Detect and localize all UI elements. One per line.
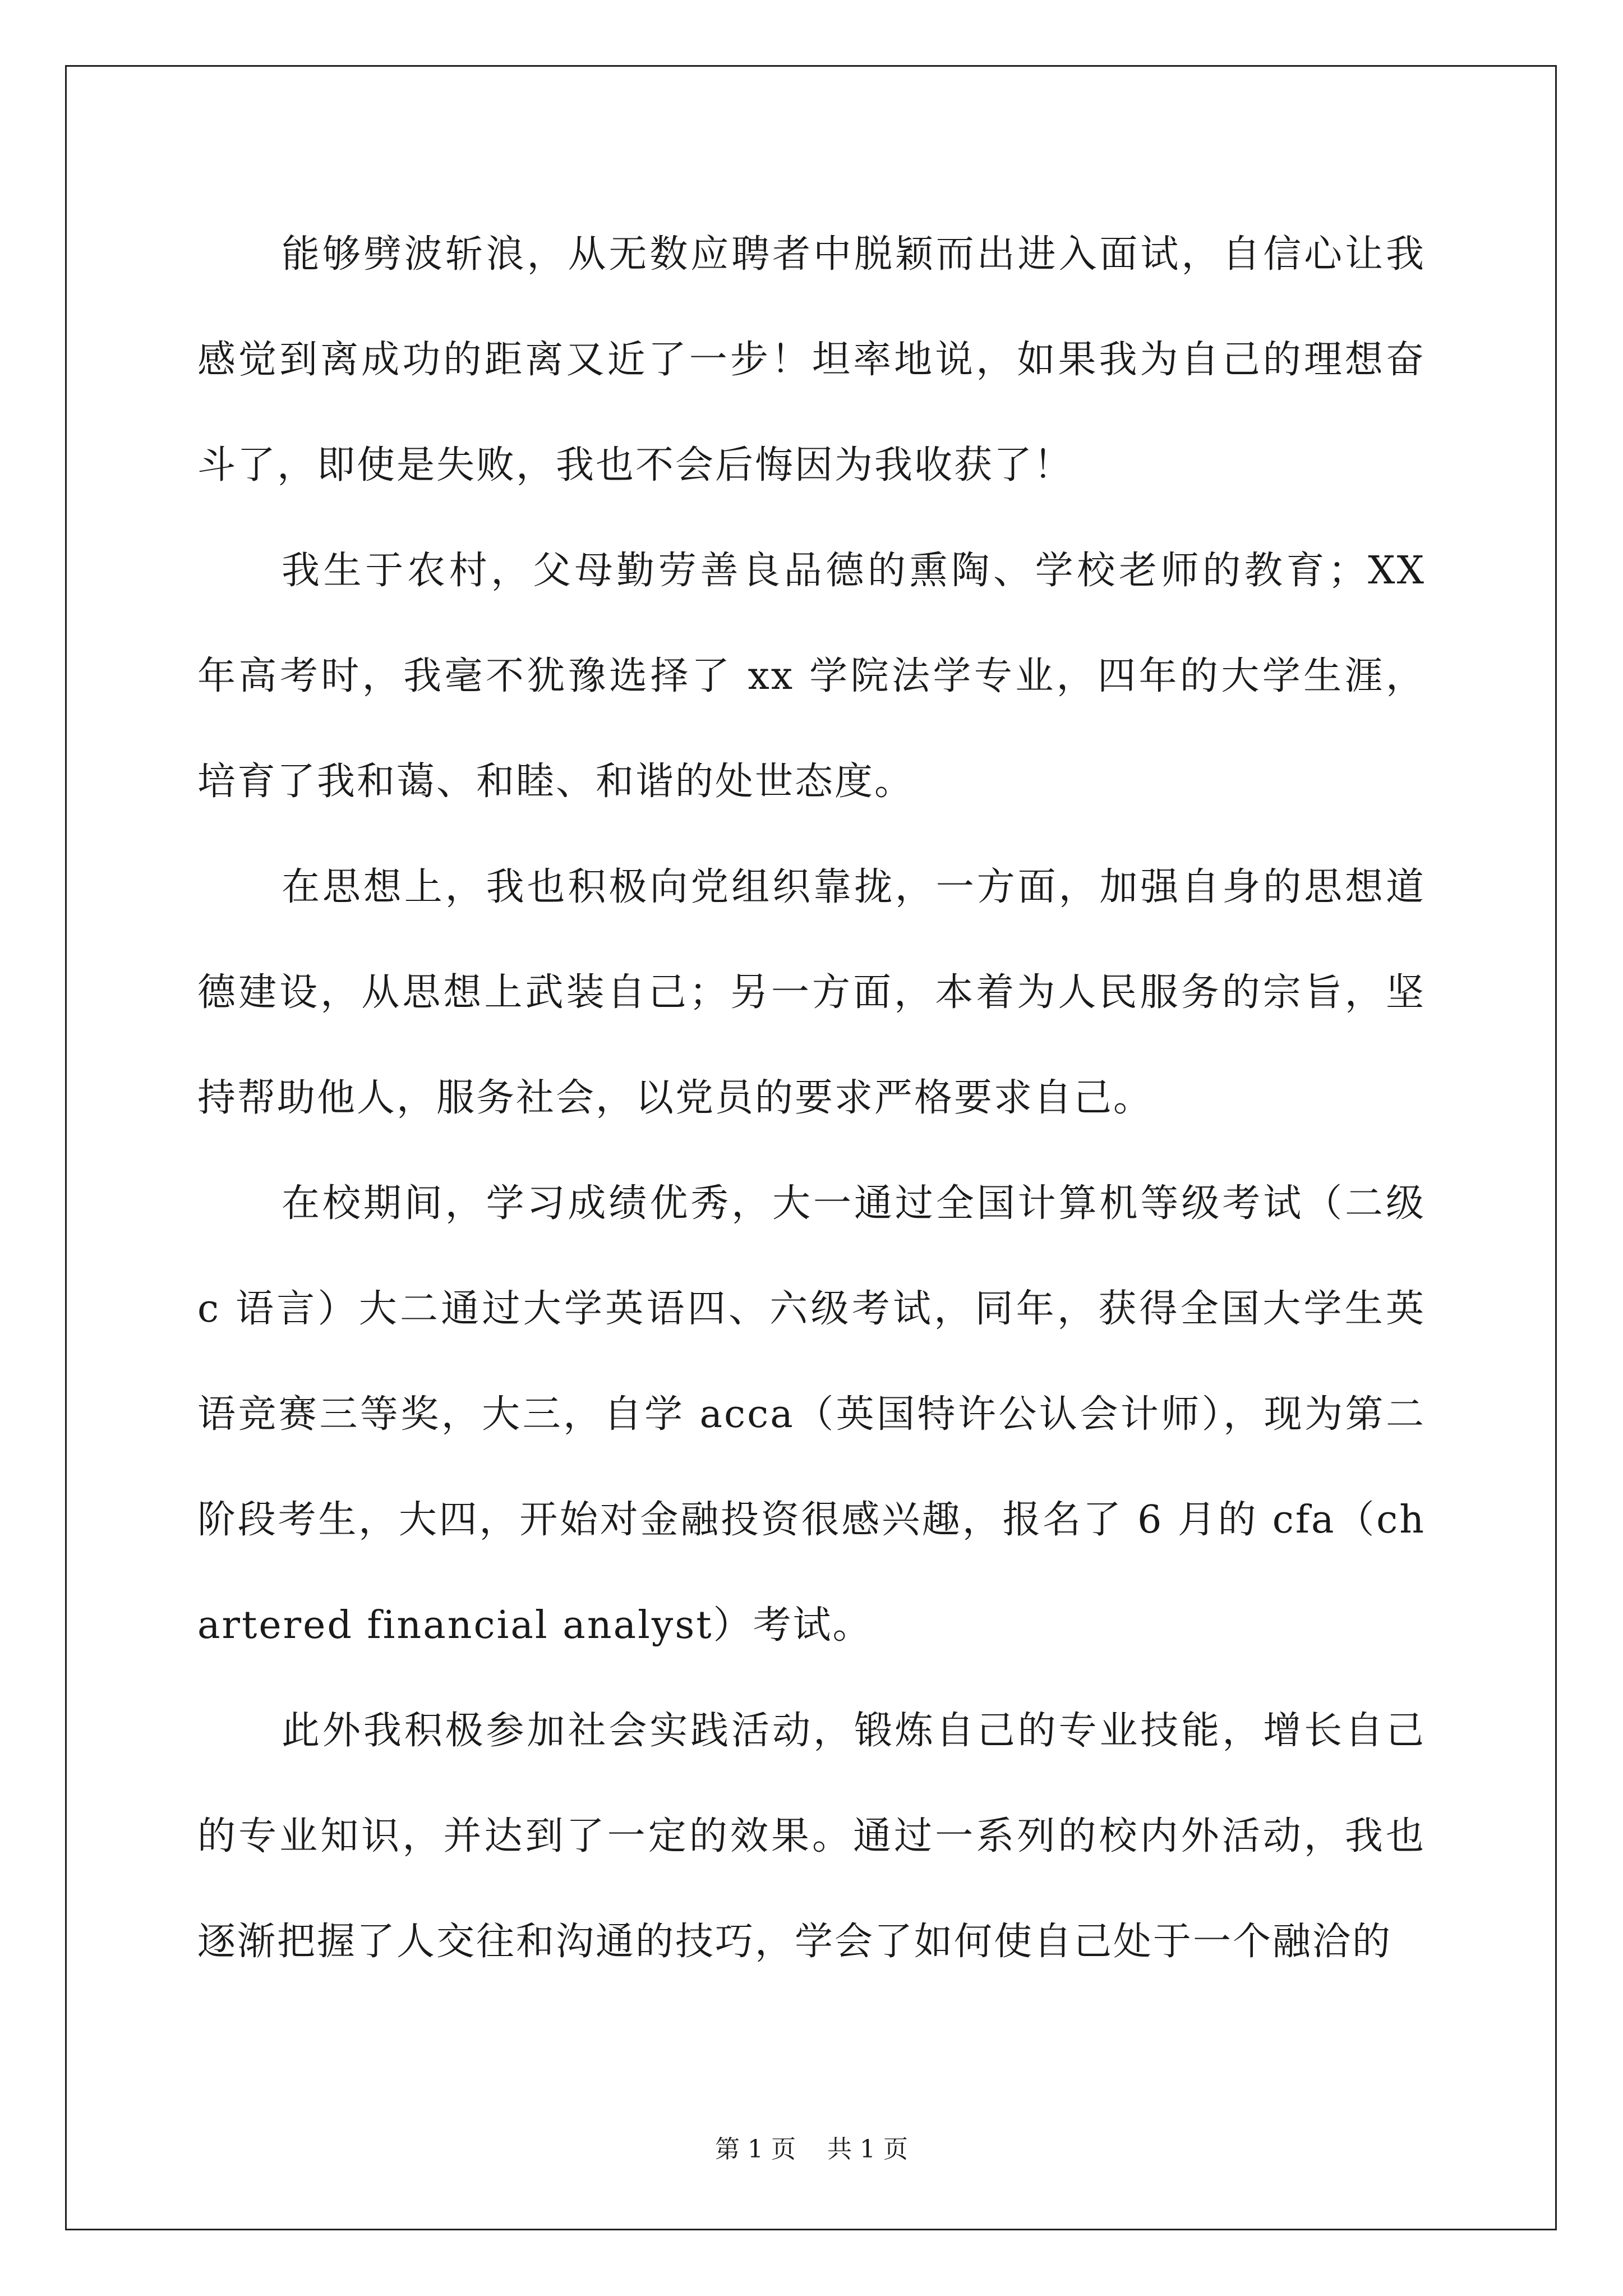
page-number: 第 1 页 bbox=[715, 2135, 796, 2164]
page-footer bbox=[0, 2129, 1623, 2165]
paragraph-1: 能够劈波斩浪，从无数应聘者中脱颖而出进入面试，自信心让我感觉到离成功的距离又近了一步！坦率地说，如果我为自己的理想奋斗了，即使是失败，我也不会后悔因为我收获了！ bbox=[197, 232, 1426, 487]
paragraph-5: 此外我积极参加社会实践活动，锻炼自己的专业技能，增长自己的专业知识，并达到了一定的效果。通过一系列的校内外活动，我也逐渐把握了人交往和沟通的技巧，学会了如何使自己处于一个融洽的 bbox=[197, 1709, 1426, 1964]
paragraph-4: 在校期间，学习成绩优秀，大一通过全国计算机等级考试（二级 c 语言）大二通过大学英语四、六级考试，同年，获得全国大学生英语竞赛三等奖，大三，自学 acca（英国特许公认会计师），现为第二阶段考生，大四，开始对金融投资很感兴趣，报名了 6 月的 cfa（chartered financial analyst）考试。 bbox=[197, 1181, 1426, 1648]
paragraph-2: 我生于农村，父母勤劳善良品德的熏陶、学校老师的教育；XX 年高考时，我毫不犹豫选择了 xx 学院法学专业，四年的大学生涯，培育了我和蔼、和睦、和谐的处世态度。 bbox=[197, 549, 1426, 804]
page-total: 共 1 页 bbox=[827, 2135, 908, 2164]
paragraph-3: 在思想上，我也积极向党组织靠拢，一方面，加强自身的思想道德建设，从思想上武装自己；另一方面，本着为人民服务的宗旨，坚持帮助他人，服务社会，以党员的要求严格要求自己。 bbox=[197, 865, 1426, 1120]
document-body bbox=[197, 202, 1426, 1995]
